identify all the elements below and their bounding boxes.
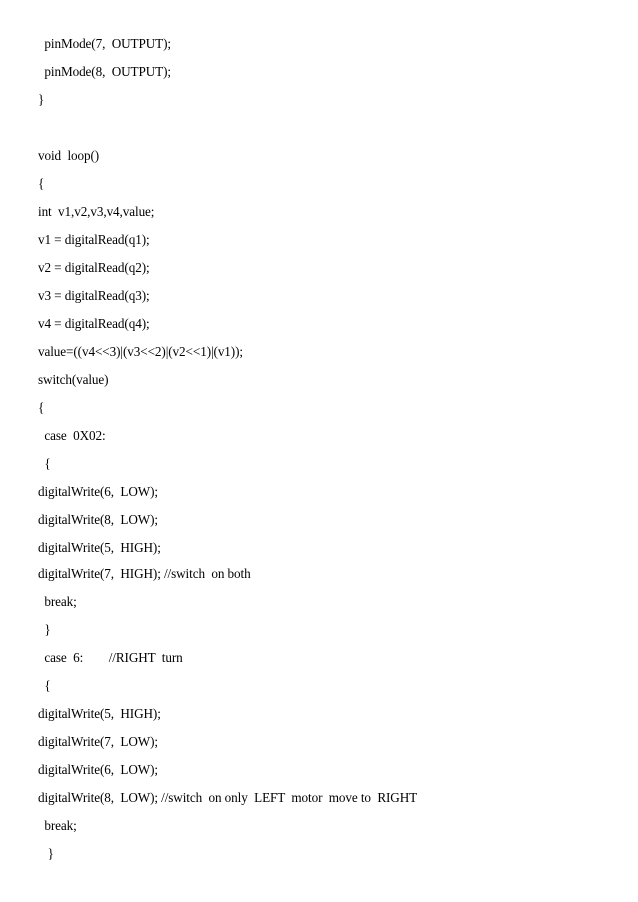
code-line-2: pinMode(8, OUTPUT); xyxy=(38,64,171,79)
code-line-8: v1 = digitalRead(q1); xyxy=(38,232,150,247)
code-line-15: case 0X02: xyxy=(38,428,106,443)
code-line-17: digitalWrite(6, LOW); xyxy=(38,484,158,499)
code-line-11: v4 = digitalRead(q4); xyxy=(38,316,150,331)
code-line-19: digitalWrite(5, HIGH); xyxy=(38,540,161,555)
code-line-14: { xyxy=(38,400,45,415)
code-line-13: switch(value) xyxy=(38,372,109,387)
code-line-16: { xyxy=(38,456,51,471)
code-line-23: case 6: //RIGHT turn xyxy=(38,650,183,665)
code-line-27: digitalWrite(6, LOW); xyxy=(38,762,158,777)
code-line-3: } xyxy=(38,92,45,107)
code-line-18: digitalWrite(8, LOW); xyxy=(38,512,158,527)
code-line-20: digitalWrite(7, HIGH); //switch on both xyxy=(38,566,251,581)
code-line-1: pinMode(7, OUTPUT); xyxy=(38,36,171,51)
code-line-25: digitalWrite(5, HIGH); xyxy=(38,706,161,721)
code-line-5: void loop() xyxy=(38,148,100,163)
code-line-26: digitalWrite(7, LOW); xyxy=(38,734,158,749)
code-line-22: } xyxy=(38,622,51,637)
code-line-30: } xyxy=(38,846,54,861)
code-line-6: { xyxy=(38,176,45,191)
code-line-7: int v1,v2,v3,v4,value; xyxy=(38,204,155,219)
code-line-28: digitalWrite(8, LOW); //switch on only LEFT motor move to RIGHT xyxy=(38,790,418,805)
code-line-10: v3 = digitalRead(q3); xyxy=(38,288,150,303)
code-line-29: break; xyxy=(38,818,77,833)
code-line-9: v2 = digitalRead(q2); xyxy=(38,260,150,275)
code-line-21: break; xyxy=(38,594,77,609)
code-line-12: value=((v4<<3)|(v3<<2)|(v2<<1)|(v1)); xyxy=(38,344,243,359)
code-line-24: { xyxy=(38,678,51,693)
